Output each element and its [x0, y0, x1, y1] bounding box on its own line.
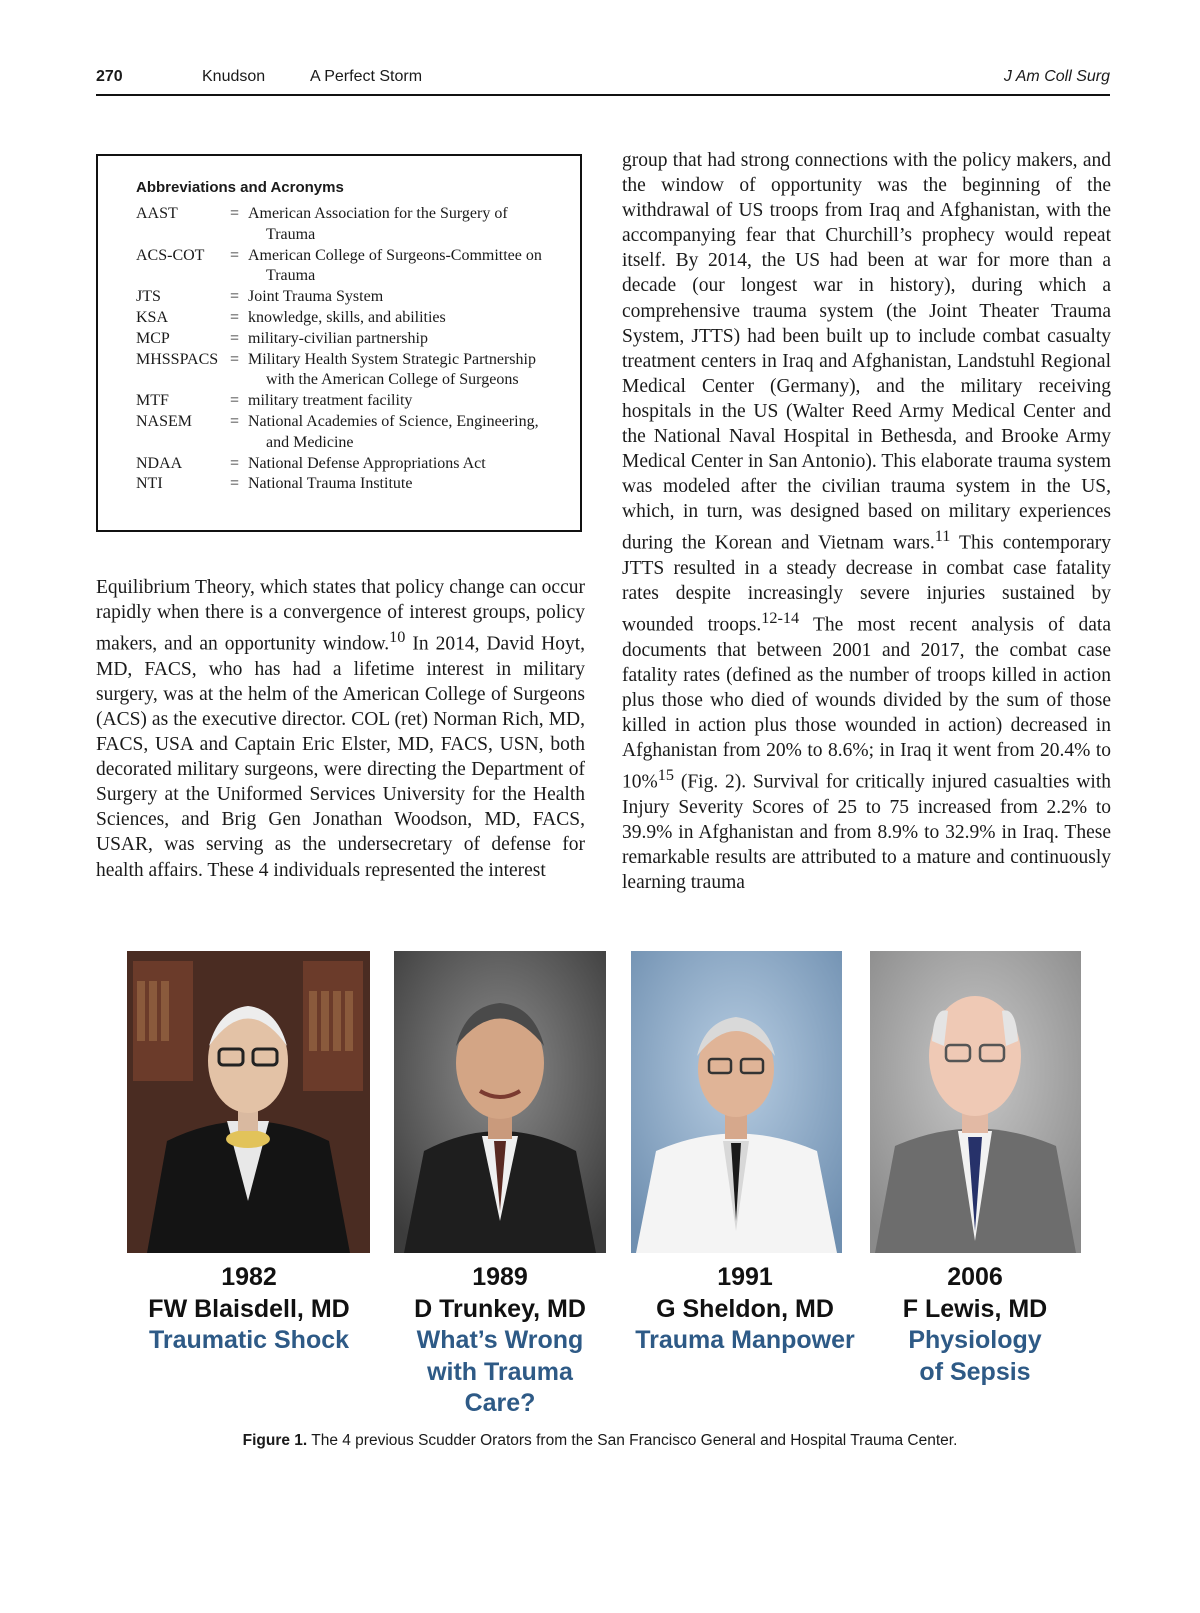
- equals-sign: =: [230, 205, 240, 222]
- running-author: Knudson: [202, 68, 266, 85]
- body-text: Equilibrium Theory, which states that policy change can occur rapidly when there is a convergence of interest groups, policy makers, and an opportunity window.: [96, 577, 585, 655]
- figure-label: Figure 1.: [242, 1432, 308, 1449]
- abbreviations-box: [96, 154, 582, 532]
- figure-caption-text: The 4 previous Scudder Orators from the San Francisco General and Hospital Trauma Center.: [307, 1432, 958, 1449]
- equals-sign: =: [230, 392, 240, 410]
- abbreviation-term: JTS: [136, 288, 161, 306]
- equals-sign: =: [230, 412, 240, 430]
- abbreviation-definition: American Association for the Surgery of Trauma: [248, 205, 508, 243]
- equals-sign: =: [230, 475, 240, 493]
- abbreviation-row: [136, 391, 556, 412]
- abbreviation-row: [136, 204, 556, 246]
- orator-topic: What’s Wrong with Trauma Care?: [416, 1326, 584, 1417]
- abbreviation-definition: military-civilian partnership: [248, 329, 428, 347]
- orator-year: 1989: [472, 1263, 528, 1291]
- citation-superscript: 12-14: [761, 609, 800, 628]
- equals-sign: =: [230, 454, 240, 472]
- orator-year: 2006: [947, 1263, 1003, 1291]
- abbreviation-row: [136, 329, 556, 350]
- abbreviation-definition: National Defense Appropriations Act: [248, 454, 486, 472]
- body-paragraph: [96, 575, 585, 883]
- body-text: group that had strong connections with the policy makers, and the window of opportunity was the beginning of the withdrawal of US troops from Iraq and Afghanistan, with the accompanying fear that Churchill’s prophecy would repeat itself. By 2014, the US had been at war for more than a decade (our longest war in history), during which a comprehensive trauma system (the Joint Theater Trauma System, JTTS) had been built up to include combat casualty treatment centers in Iraq and Afghanistan, Landstuhl Regional Medical Center (Germany), and the military receiving hospitals in the US (Walter Reed Army Medical Center and the National Naval Hospital in Bethesda, and Brooke Army Medical Center in San Antonio). This elaborate trauma system was modeled after the civilian trauma system in the US, which, in turn, was designed based on military experiences during the Korean and Vietnam wars.: [622, 150, 1111, 554]
- citation-superscript: 10: [389, 628, 406, 647]
- equals-sign: =: [230, 329, 240, 347]
- abbreviations-title: Abbreviations and Acronyms: [136, 179, 344, 196]
- portrait-photo-blaisdell: [127, 951, 370, 1253]
- journal-name: J Am Coll Surg: [1003, 68, 1110, 85]
- abbreviation-term: NASEM: [136, 412, 193, 430]
- orator-topic: Traumatic Shock: [148, 1326, 350, 1354]
- portrait-photo-trunkey: [394, 951, 606, 1253]
- orator-year: 1991: [717, 1263, 773, 1291]
- abbreviation-definition: Military Health System Strategic Partnership with the American College of Surgeons: [248, 350, 536, 389]
- orator-caption-1: [124, 1262, 374, 1357]
- abbreviation-definition: Joint Trauma System: [248, 288, 384, 306]
- body-text: The most recent analysis of data documents that between 2001 and 2017, the combat case fatality rates (defined as the number of troops killed in action plus those who died of wounds divided by the sum of those killed in action plus those wounded in action) decreased in Afghanistan from 20% to 8.6%; in Iraq it went from 20.4% to 10%: [622, 614, 1111, 793]
- abbreviation-term: MCP: [136, 329, 170, 347]
- abbreviation-term: KSA: [136, 308, 169, 326]
- body-text: In 2014, David Hoyt, MD, FACS, who has had a lifetime interest in military surgery, was at the helm of the American College of Surgeons (ACS) as the executive director. COL (ret) Norman Rich, MD, FACS, USA and Captain Eric Elster, MD, FACS, USN, both decorated military surgeons, were directing the Department of Surgery at the Uniformed Services University for the Health Sciences, and Brig Gen Jonathan Woodson, MD, FACS, USAR, was serving as the undersecretary of defense for health affairs. These 4 individuals represented the interest: [96, 633, 585, 881]
- orator-name: G Sheldon, MD: [656, 1294, 834, 1323]
- running-header: [96, 66, 1110, 96]
- abbreviation-term: AAST: [136, 205, 178, 222]
- body-column-left: [96, 575, 585, 883]
- abbreviation-row: [136, 287, 556, 308]
- citation-superscript: 15: [657, 766, 674, 785]
- figure-caption: [0, 1432, 1200, 1450]
- abbreviation-term: ACS-COT: [136, 246, 205, 264]
- orator-topic: Physiology of Sepsis: [908, 1326, 1042, 1386]
- running-title: A Perfect Storm: [310, 68, 423, 85]
- abbreviation-definition: National Trauma Institute: [248, 475, 413, 493]
- body-column-right: [622, 148, 1111, 895]
- orator-caption-4: [850, 1262, 1100, 1388]
- citation-superscript: 11: [934, 527, 951, 546]
- abbreviation-row: [136, 412, 556, 454]
- body-paragraph: [622, 148, 1111, 895]
- orator-topic: Trauma Manpower: [635, 1326, 855, 1354]
- orator-name: F Lewis, MD: [902, 1294, 1048, 1323]
- abbreviation-term: NDAA: [136, 454, 183, 472]
- portrait-photo-sheldon: [631, 951, 842, 1253]
- abbreviation-row: [136, 454, 556, 475]
- abbreviation-term: MHSSPACS: [136, 350, 219, 368]
- abbreviation-row: [136, 474, 556, 495]
- orator-caption-3: [620, 1262, 870, 1357]
- abbreviation-term: MTF: [136, 392, 169, 410]
- abbreviation-row: [136, 308, 556, 329]
- abbreviation-row: [136, 246, 556, 288]
- body-text: This contemporary JTTS resulted in a steady decrease in combat case fatality rates despite increasingly severe injuries sustained by wounded troops.: [622, 532, 1112, 636]
- orator-caption-2: [375, 1262, 625, 1420]
- orator-year: 1982: [221, 1263, 277, 1291]
- equals-sign: =: [230, 288, 240, 306]
- portrait-photo-lewis: [870, 951, 1081, 1253]
- abbreviation-definition: National Academies of Science, Engineering, and Medicine: [248, 412, 539, 451]
- body-text: (Fig. 2). Survival for critically injured casualties with Injury Severity Scores of 25 to 75 increased from 2.2% to 39.9% in Afghanistan and from 8.9% to 32.9% in Iraq. These remarkable results are attributed to a mature and continuously learning trauma: [622, 771, 1111, 894]
- page-number: 270: [96, 68, 123, 85]
- abbreviation-term: NTI: [136, 475, 163, 493]
- orator-name: FW Blaisdell, MD: [148, 1294, 350, 1323]
- abbreviations-list: [136, 204, 556, 495]
- orator-name: D Trunkey, MD: [414, 1294, 586, 1323]
- abbreviation-definition: military treatment facility: [248, 392, 413, 410]
- abbreviation-definition: American College of Surgeons-Committee on Trauma: [248, 246, 542, 285]
- abbreviation-definition: knowledge, skills, and abilities: [248, 308, 446, 326]
- equals-sign: =: [230, 350, 240, 368]
- equals-sign: =: [230, 246, 240, 264]
- equals-sign: =: [230, 308, 240, 326]
- abbreviation-row: [136, 350, 556, 392]
